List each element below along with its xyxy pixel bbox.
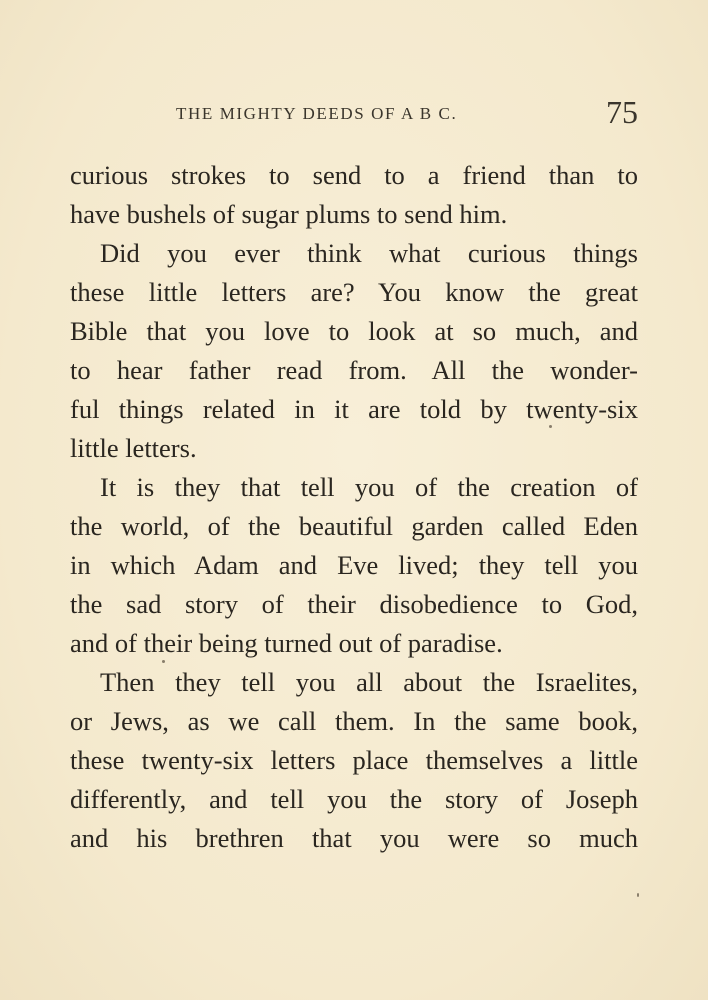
text-line: have bushels of sugar plums to send him. — [70, 199, 508, 229]
paper-speck — [549, 425, 552, 428]
paragraph-start-line: Then they tell you all about the Israelites, — [100, 667, 638, 697]
text-line: little letters. — [70, 433, 197, 463]
text-line: the sad story of their disobedience to God, — [70, 589, 638, 619]
text-line: or Jews, as we call them. In the same book, — [70, 706, 638, 736]
text-line: these twenty-six letters place themselves a little — [70, 745, 638, 775]
page-number: 75 — [606, 94, 638, 130]
text-line: and of their being turned out of paradise. — [70, 628, 503, 658]
paragraph-start-line: It is they that tell you of the creation of — [100, 472, 638, 502]
paper-speck — [637, 893, 639, 897]
paper-speck — [162, 660, 165, 663]
running-title: THE MIGHTY DEEDS OF A B C. — [176, 104, 458, 123]
paragraph-start-line: Did you ever think what curious things — [100, 238, 638, 268]
text-line: these little letters are? You know the great — [70, 277, 638, 307]
text-line: in which Adam and Eve lived; they tell you — [70, 550, 638, 580]
text-line: differently, and tell you the story of Joseph — [70, 784, 638, 814]
text-line: ful things related in it are told by twenty-six — [70, 394, 638, 424]
text-line: and his brethren that you were so much — [70, 823, 638, 853]
text-line: to hear father read from. All the wonder- — [70, 355, 638, 385]
body-text — [70, 156, 638, 858]
text-line: the world, of the beautiful garden called Eden — [70, 511, 638, 541]
running-head — [70, 94, 640, 130]
text-line: Bible that you love to look at so much, and — [70, 316, 638, 346]
text-line: curious strokes to send to a friend than to — [70, 160, 638, 190]
